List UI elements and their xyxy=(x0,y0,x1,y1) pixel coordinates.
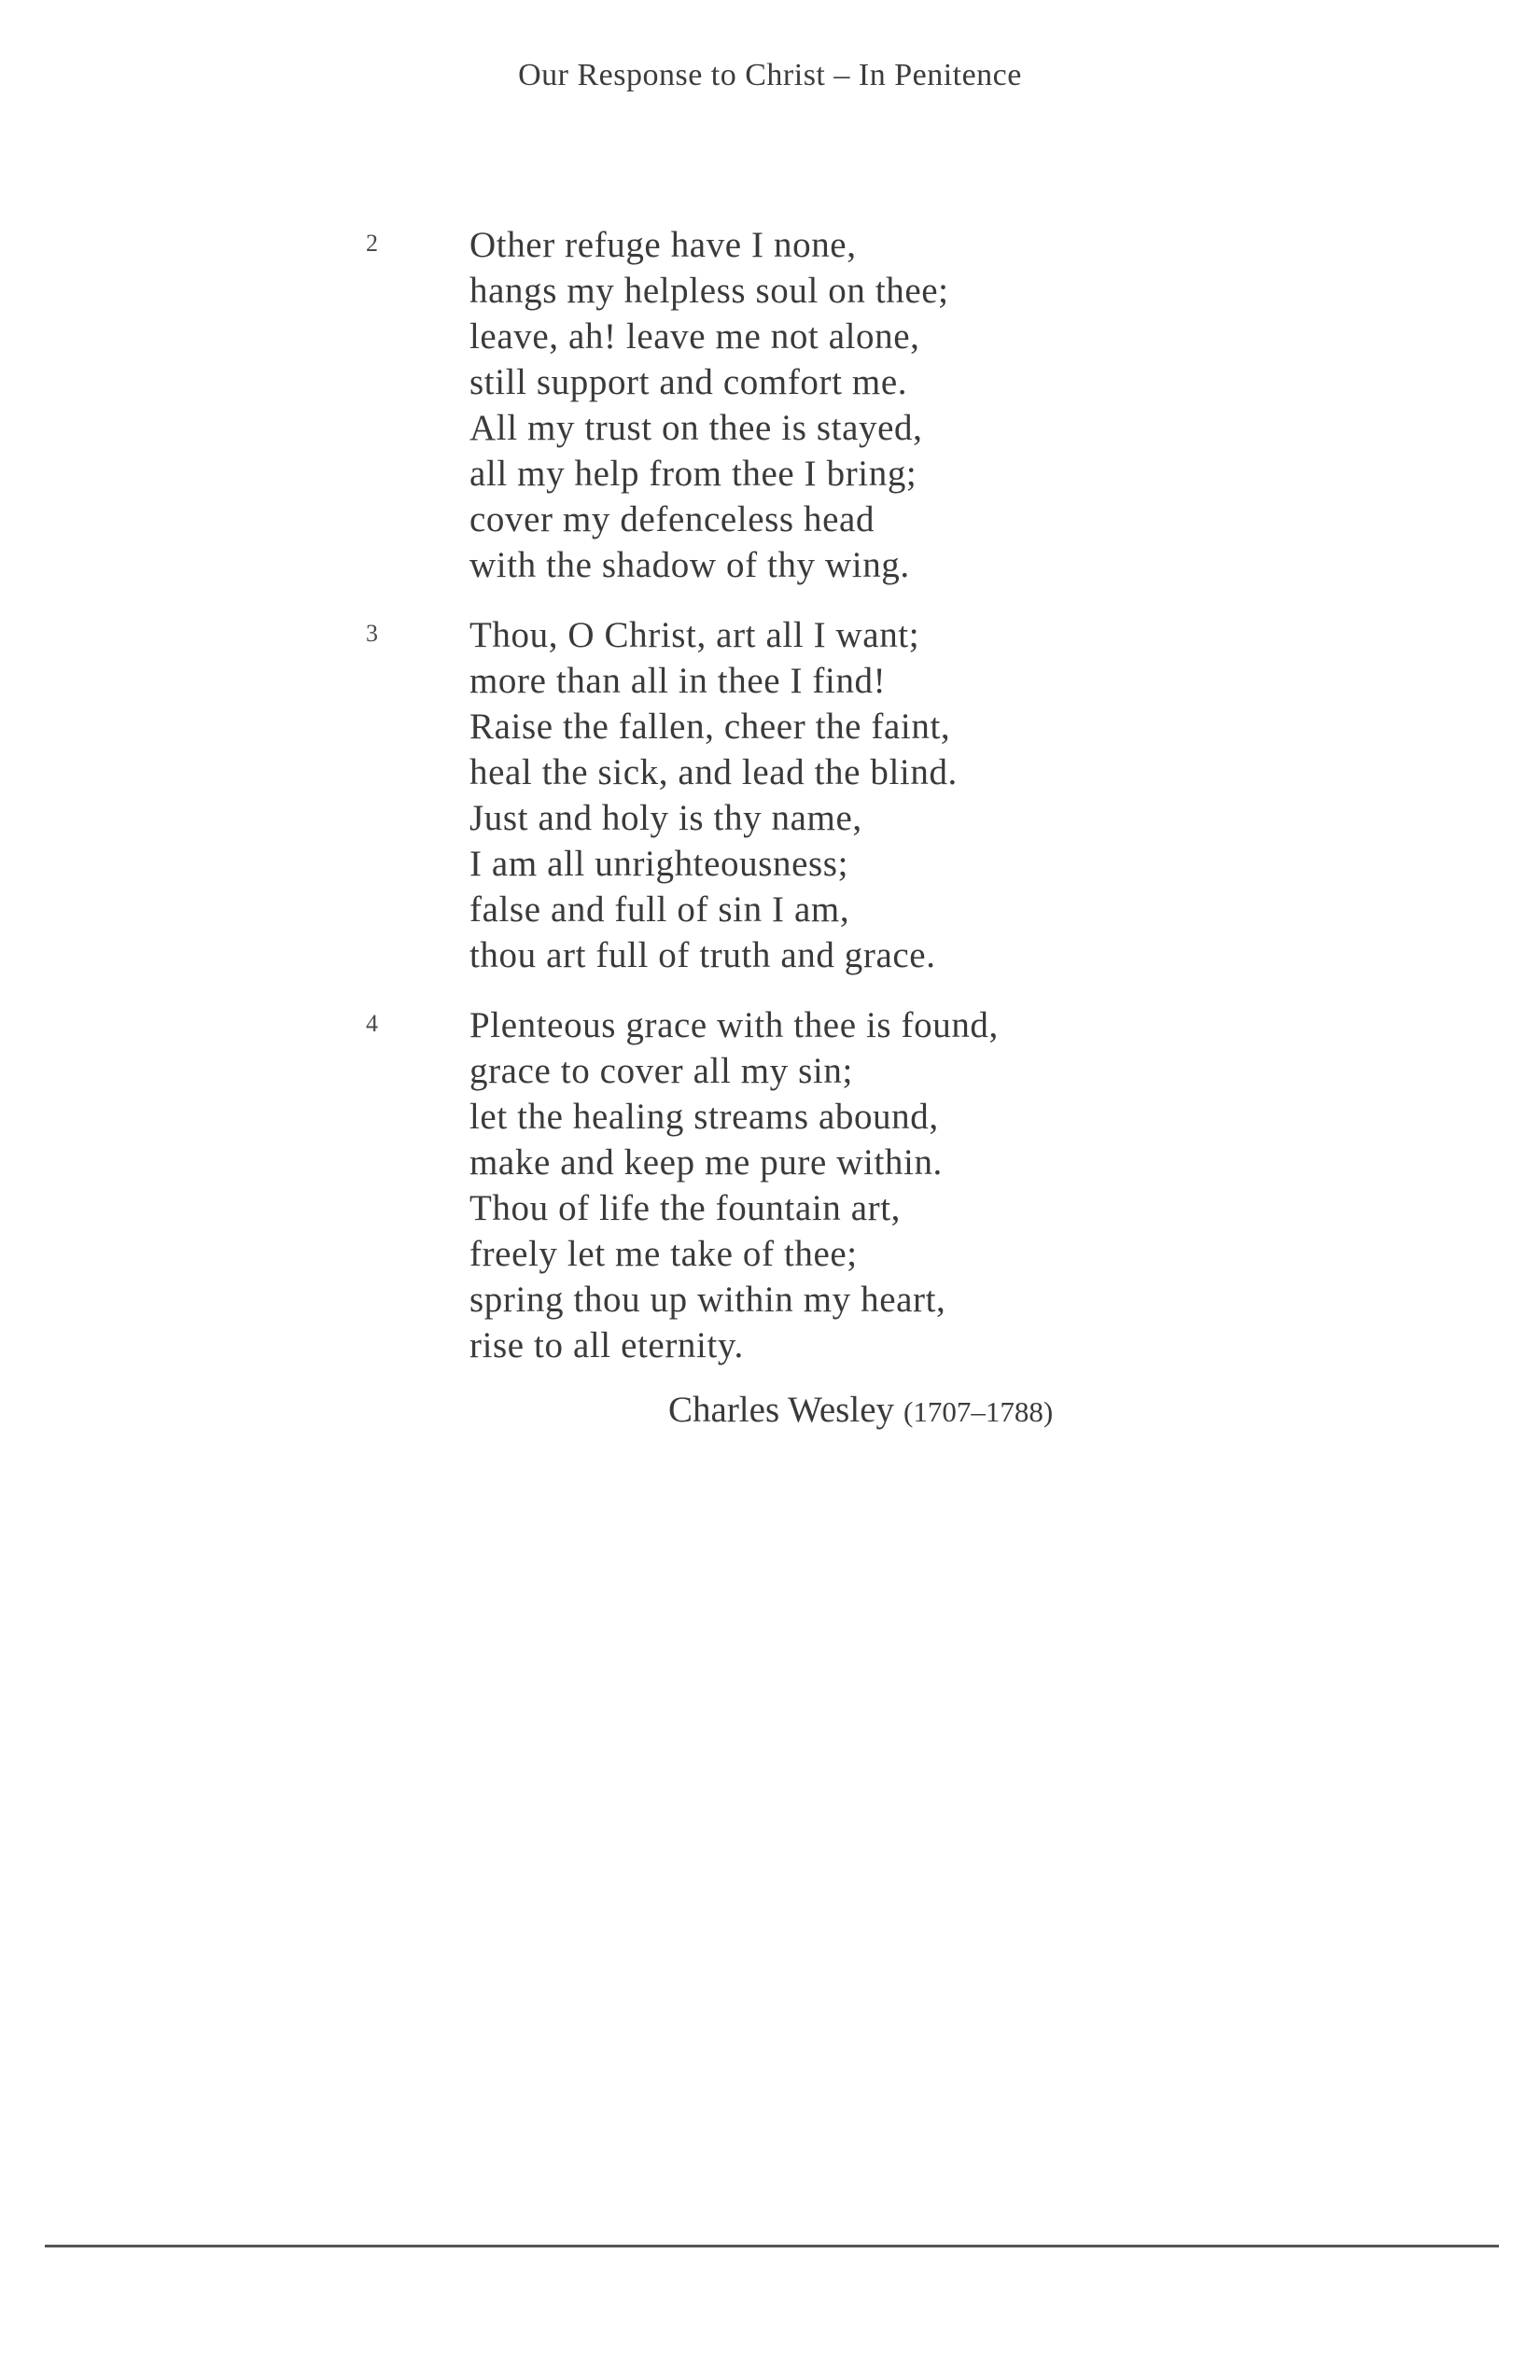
verse-line: still support and comfort me. xyxy=(469,362,908,402)
verse-number: 2 xyxy=(366,230,378,257)
verse-line: heal the sick, and lead the blind. xyxy=(469,752,958,792)
verse-line: Raise the fallen, cheer the faint, xyxy=(469,707,951,747)
verse-3 xyxy=(0,612,1540,978)
verse-line: All my trust on thee is stayed, xyxy=(469,408,923,448)
verse-line: thou art full of truth and grace. xyxy=(469,935,936,975)
verse-lines xyxy=(469,1002,1309,1368)
verse-line: I am all unrighteousness; xyxy=(469,844,849,884)
verse-number: 4 xyxy=(366,1010,378,1037)
verse-line: Thou of life the fountain art, xyxy=(469,1188,902,1228)
verse-lines xyxy=(469,612,1309,978)
verse-line: with the shadow of thy wing. xyxy=(469,545,910,585)
hymn-verses xyxy=(0,222,1540,1393)
verse-line: hangs my helpless soul on thee; xyxy=(469,271,949,311)
author-dates: (1707–1788) xyxy=(903,1395,1054,1428)
verse-line: Just and holy is thy name, xyxy=(469,798,862,838)
verse-line: cover my defenceless head xyxy=(469,499,875,539)
verse-line: all my help from thee I bring; xyxy=(469,454,917,494)
verse-line: make and keep me pure within. xyxy=(469,1142,943,1183)
verse-line: more than all in thee I find! xyxy=(469,661,887,701)
running-head: Our Response to Christ – In Penitence xyxy=(518,58,1022,92)
verse-line: false and full of sin I am, xyxy=(469,889,850,930)
verse-line: rise to all eternity. xyxy=(469,1325,744,1365)
verse-line: freely let me take of thee; xyxy=(469,1234,858,1274)
verse-2 xyxy=(0,222,1540,588)
verse-number: 3 xyxy=(366,620,378,647)
verse-line: grace to cover all my sin; xyxy=(469,1051,853,1091)
verse-line: Thou, O Christ, art all I want; xyxy=(469,615,920,655)
verse-lines xyxy=(469,222,1309,588)
author-name: Charles Wesley xyxy=(668,1390,894,1430)
verse-4 xyxy=(0,1002,1540,1368)
hymn-attribution xyxy=(668,1389,1053,1431)
verse-line: Other refuge have I none, xyxy=(469,225,857,265)
verse-line: let the healing streams abound, xyxy=(469,1097,939,1137)
verse-line: leave, ah! leave me not alone, xyxy=(469,316,920,357)
page-bottom-rule xyxy=(45,2245,1499,2247)
verse-line: Plenteous grace with thee is found, xyxy=(469,1005,999,1045)
verse-line: spring thou up within my heart, xyxy=(469,1280,946,1320)
